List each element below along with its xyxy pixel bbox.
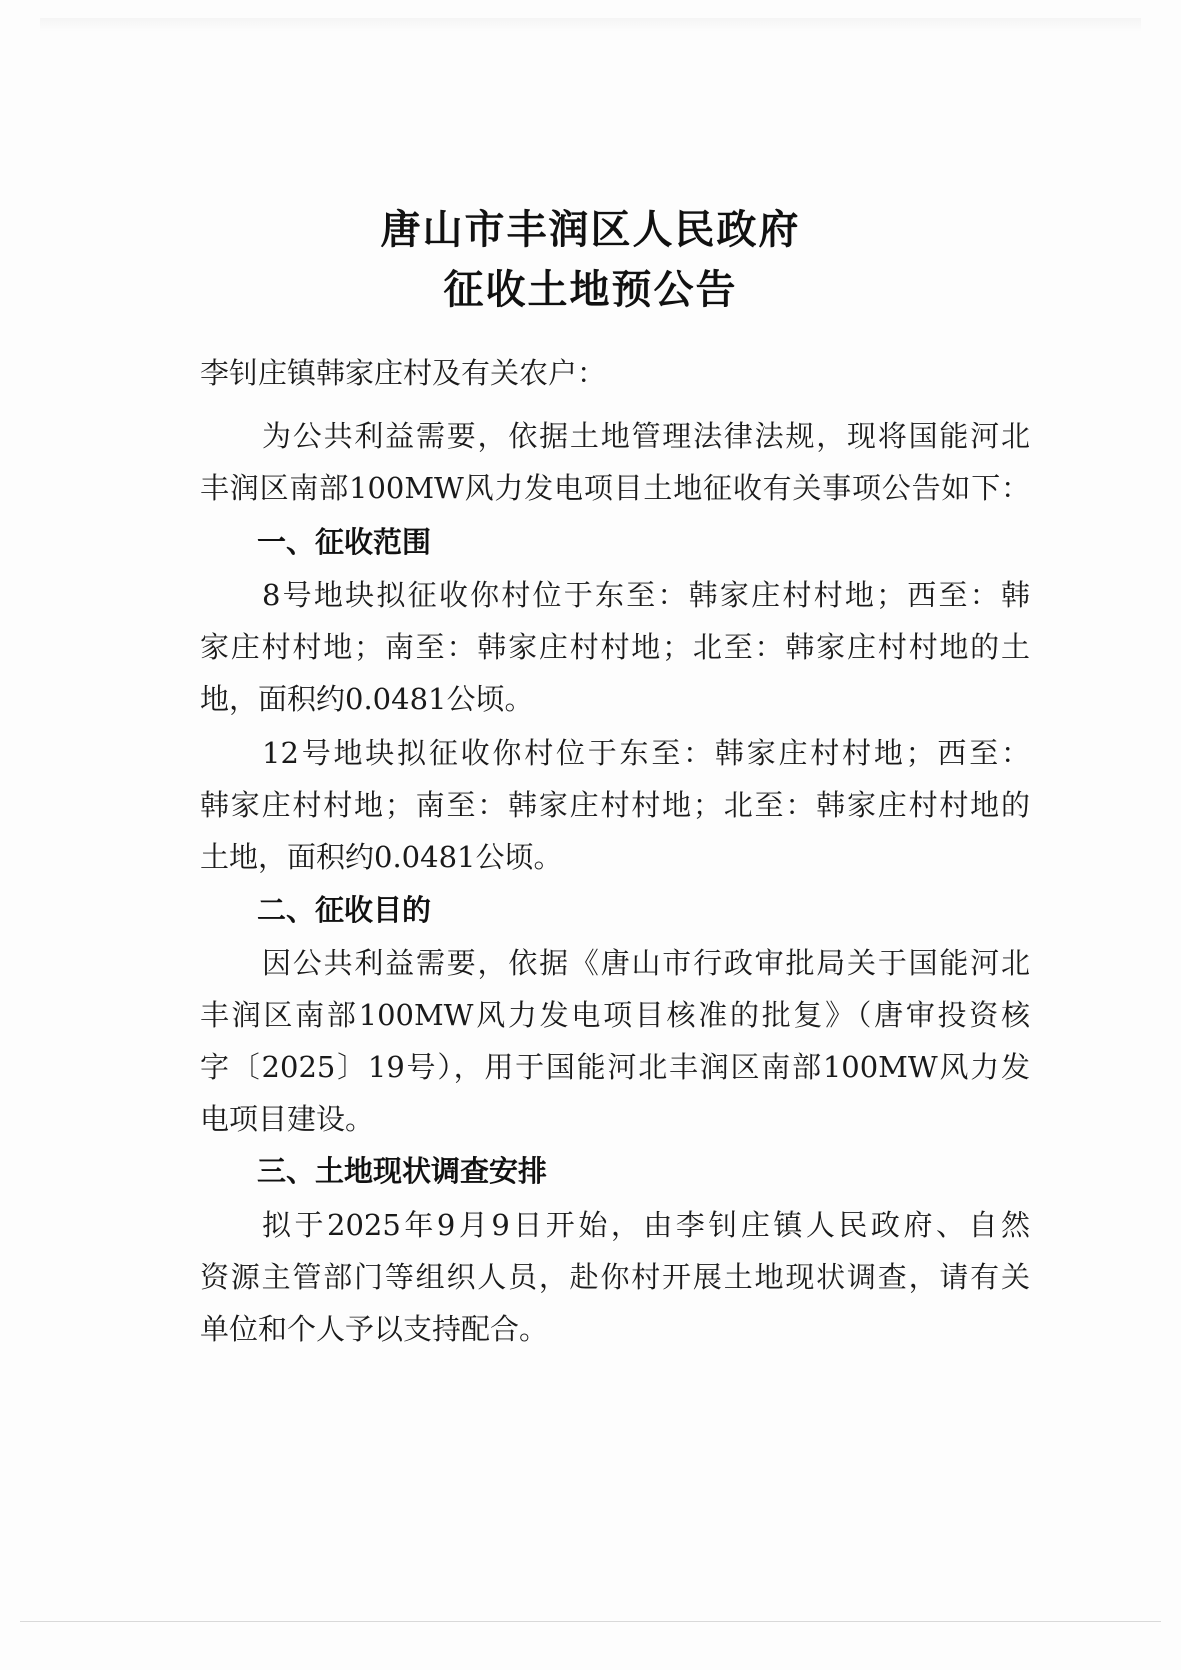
parcel-12-line-2: 韩家庄村村地；南至：韩家庄村村地；北至：韩家庄村村地的	[200, 788, 1030, 822]
document-title-line2: 征收土地预公告	[443, 267, 738, 313]
section-1-heading: 一、征收范围	[257, 525, 432, 559]
parcel-8-line-1: 8号地块拟征收你村位于东至：韩家庄村村地；西至：韩	[262, 578, 1030, 612]
section-2-line-2: 丰润区南部100MW风力发电项目核准的批复》（唐审投资核	[200, 998, 1030, 1032]
parcel-8-line-2: 家庄村村地；南至：韩家庄村村地；北至：韩家庄村村地的土	[200, 630, 1030, 664]
document-title-line1: 唐山市丰润区人民政府	[380, 207, 801, 253]
parcel-8-line-3: 地，面积约0.0481公顷。	[200, 682, 534, 716]
scan-edge-line	[20, 1621, 1161, 1622]
section-3-line-1: 拟于2025年9月9日开始，由李钊庄镇人民政府、自然	[262, 1208, 1030, 1242]
section-2-line-1: 因公共利益需要，依据《唐山市行政审批局关于国能河北	[262, 946, 1030, 980]
salutation: 李钊庄镇韩家庄村及有关农户：	[200, 356, 607, 390]
section-2-line-4: 电项目建设。	[200, 1102, 375, 1136]
parcel-12-line-1: 12号地块拟征收你村位于东至：韩家庄村村地；西至：	[262, 736, 1030, 770]
section-3-line-3: 单位和个人予以支持配合。	[200, 1312, 549, 1346]
section-2-line-3: 字〔2025〕19号），用于国能河北丰润区南部100MW风力发	[200, 1050, 1030, 1084]
section-3-line-2: 资源主管部门等组织人员，赴你村开展土地现状调查，请有关	[200, 1260, 1030, 1294]
parcel-12-line-3: 土地，面积约0.0481公顷。	[200, 840, 563, 874]
section-2-heading: 二、征收目的	[257, 893, 432, 927]
intro-line-1: 为公共利益需要，依据土地管理法律法规，现将国能河北	[262, 419, 1030, 453]
scan-shadow	[40, 18, 1141, 32]
section-3-heading: 三、土地现状调查安排	[257, 1154, 548, 1188]
intro-line-2: 丰润区南部100MW风力发电项目土地征收有关事项公告如下：	[200, 471, 1030, 505]
